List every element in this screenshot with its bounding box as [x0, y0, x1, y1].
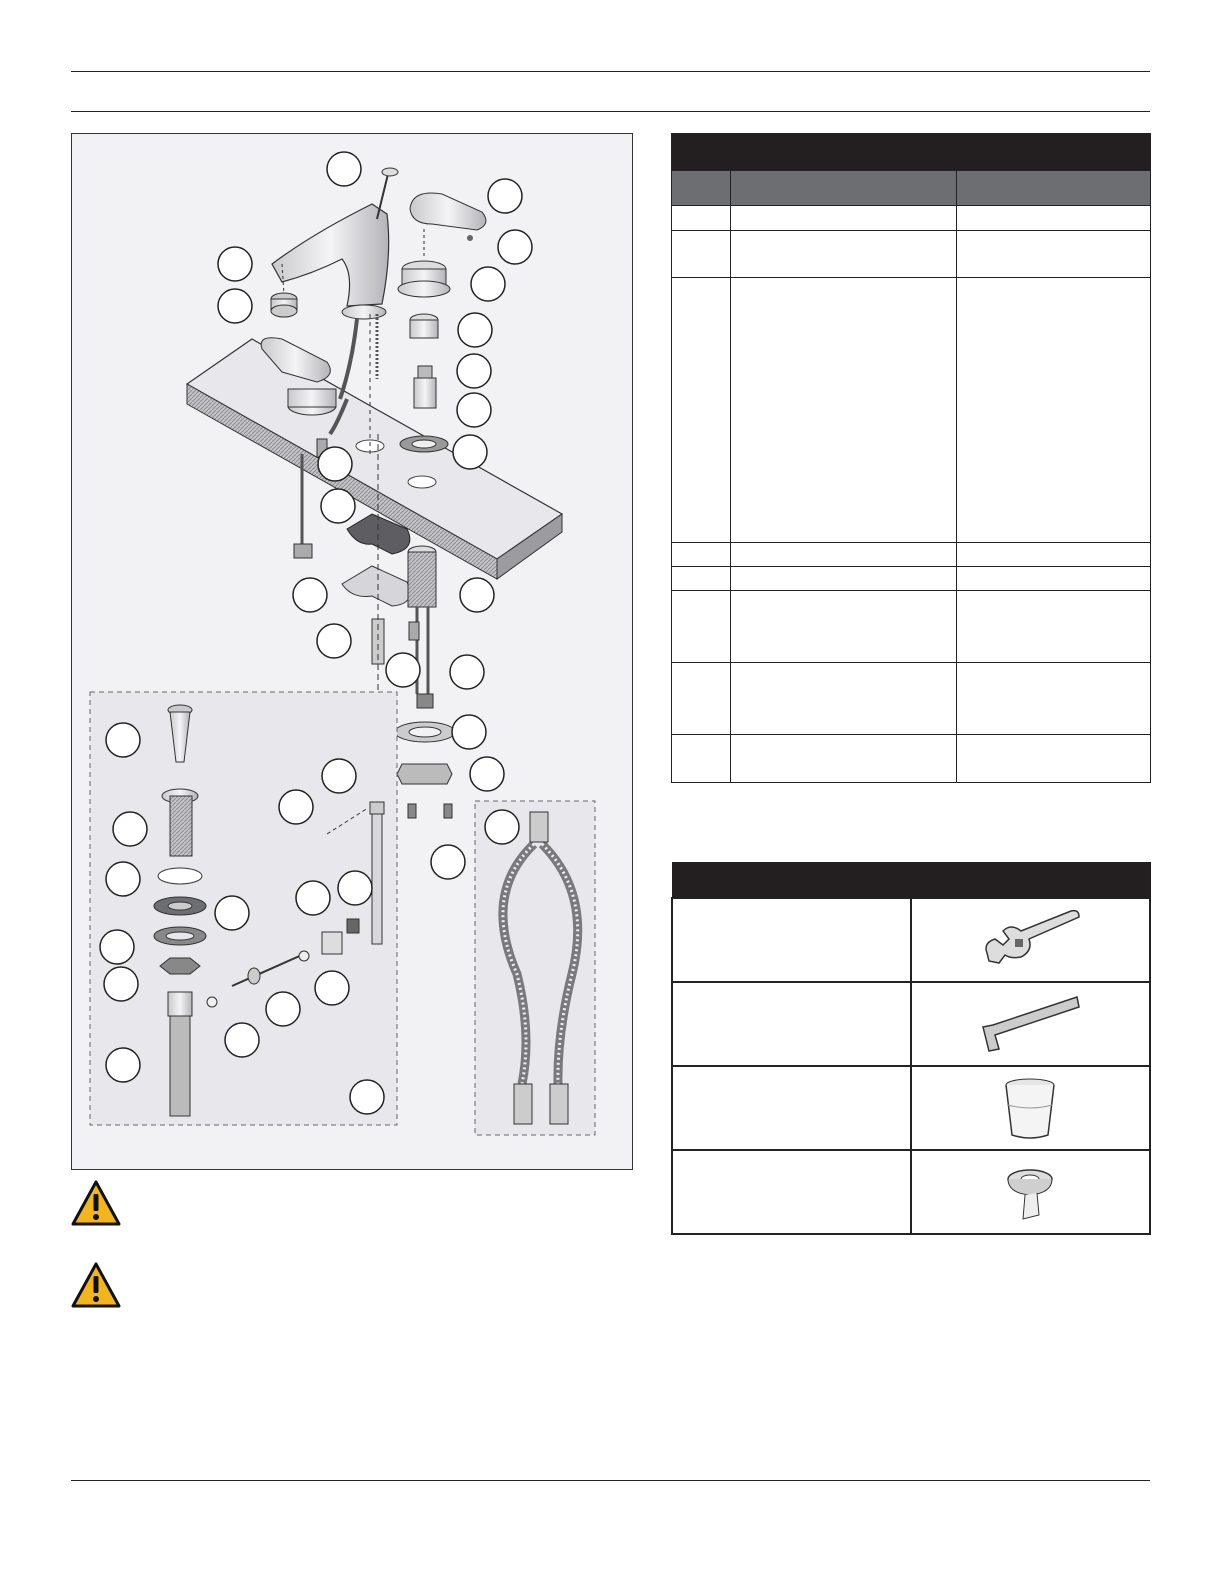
tools-table	[671, 862, 1151, 1235]
spout	[272, 204, 389, 306]
table-row	[672, 982, 1150, 1066]
thread-tape-icon	[995, 1157, 1065, 1227]
table-row	[672, 898, 1150, 982]
tool-label	[672, 1150, 911, 1234]
header-bottom-rule	[71, 111, 1150, 112]
adjustable-wrench-icon	[975, 905, 1085, 975]
table-row	[672, 591, 1151, 663]
warning-triangle-icon	[71, 1180, 121, 1226]
hex-key-icon	[975, 989, 1085, 1059]
table-row	[672, 1066, 1150, 1150]
tool-label	[672, 898, 911, 982]
parts-col-description	[730, 171, 957, 206]
mounting-bracket-light	[342, 566, 410, 606]
plumbers-putty-cup-icon	[995, 1073, 1065, 1143]
parts-illustration	[72, 134, 632, 1169]
tools-table-title	[672, 863, 1150, 899]
table-row	[672, 735, 1151, 783]
table-row	[672, 567, 1151, 591]
table-row	[672, 231, 1151, 278]
table-row	[672, 663, 1151, 735]
table-row	[672, 543, 1151, 567]
tool-label	[672, 982, 911, 1066]
table-row	[672, 1150, 1150, 1234]
parts-table-title	[672, 134, 1151, 171]
parts-col-number	[672, 171, 731, 206]
footer-rule	[71, 1480, 1150, 1481]
extension-strap	[372, 809, 382, 944]
table-row	[672, 206, 1151, 231]
table-row	[672, 278, 1151, 543]
right-handle	[410, 193, 486, 230]
warning-triangle-icon	[71, 1262, 121, 1308]
header-top-rule	[71, 71, 1150, 72]
tool-label	[672, 1066, 911, 1150]
parts-col-part-number	[957, 171, 1151, 206]
exploded-parts-diagram	[71, 133, 633, 1170]
parts-table	[671, 133, 1151, 783]
